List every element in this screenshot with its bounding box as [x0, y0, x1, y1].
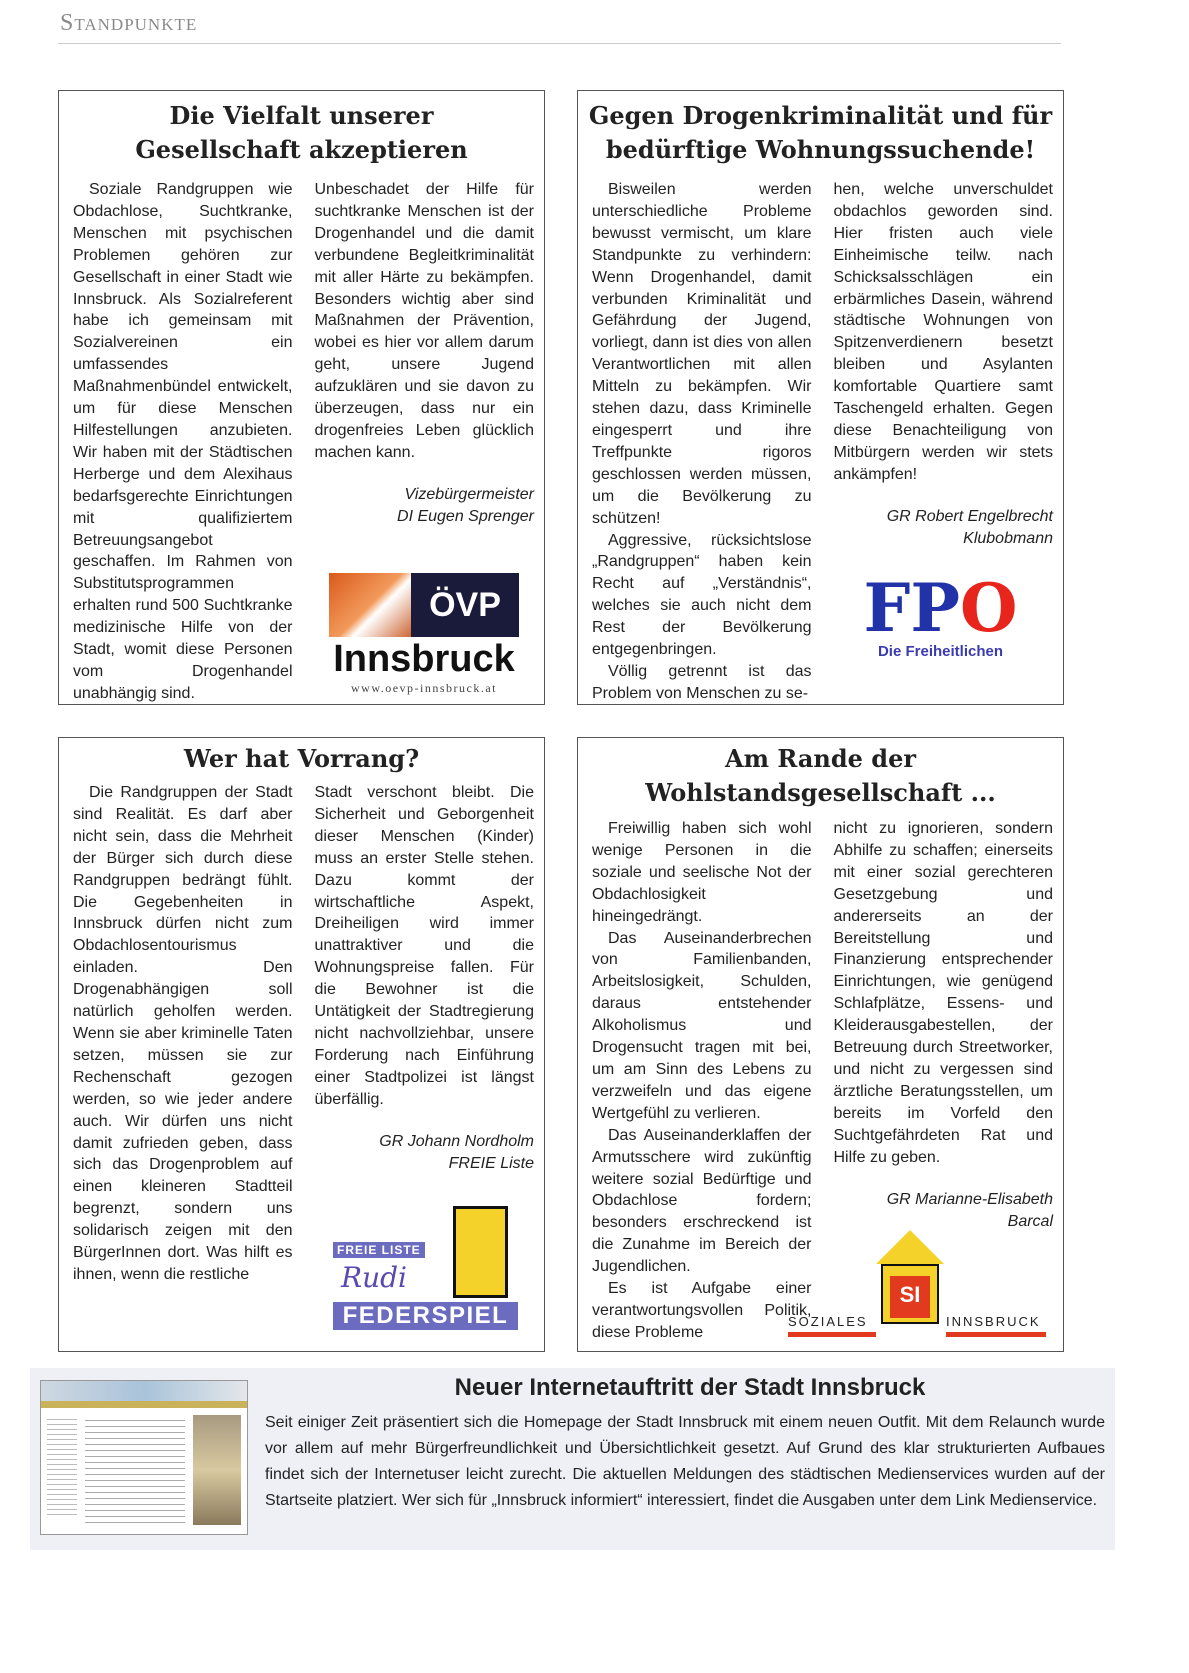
article-column-1	[592, 818, 812, 1344]
paragraph: Freiwillig haben sich wohl wenige Personen in die soziale und seelische Not der Obdachlosigkeit hineingedrängt.	[592, 820, 812, 925]
paragraph: Das Auseinanderklaffen der Armutsschere wird zukünftig weitere sozial Bedürftige und Obdachlose fordern; besonders erschreckend ist die Zunahme im Bereich der Jugendlichen.	[592, 1126, 812, 1276]
author-role: Vizebürgermeister	[404, 485, 534, 503]
author-name: GR Johann Nordholm	[379, 1132, 534, 1150]
article-title: Am Rande der Wohlstandsgesellschaft ...	[645, 744, 996, 807]
author-name: GR Marianne-Elisabeth	[886, 1190, 1053, 1208]
article-title: Wer hat Vorrang?	[183, 744, 420, 773]
paragraph: Die Randgruppen der Stadt sind Realität. Es darf aber nicht sein, dass die Mehrheit der Bürger sich durch diese Randgruppen bedrängt fühlt. Die Gegebenheiten in Innsbruck dürfen nicht zum Obdachlosentourismus einladen. Den Drogenabhängigen soll natürlich geholfen werden. Wenn sie aber kriminelle Taten setzen, müssen sie zur Rechenschaft gezogen werden, so wie jeder andere auch. Wir dürfen uns nicht damit zufrieden geben, dass sich das Drogenproblem auf einen kleineren Stadtteil begrenzt, sondern uns solidarisch zeigen mit den BürgerInnen dort. Was hilft es ihnen, wenn die restliche	[73, 784, 293, 1283]
paragraph: Es ist Aufgabe einer verantwortungsvollen Politik, diese Probleme	[592, 1280, 812, 1341]
freie-liste-logo: FREIE LISTE Rudi FEDERSPIEL	[333, 1206, 518, 1332]
paragraph: hen, welche unverschuldet obdachlos geworden sind. Hier fristen auch viele Einheimische teilw. nach Schicksalsschlägen ein erbärmliches Dasein, während städtische Wohnungen von Spitzenverdienern besetzt bleiben und Asylanten komfortable Quartiere samt Taschengeld erhalten. Gegen diese Benachteiligung von Mitbürgern werden wir stets ankämpfen!	[833, 181, 1053, 483]
website-announcement	[30, 1368, 1115, 1550]
author-name: DI Eugen Sprenger	[397, 507, 534, 525]
author-name-2: Barcal	[1007, 1212, 1053, 1230]
article-freie-liste	[58, 737, 545, 1352]
fpoe-logo: FPO Die Freiheitlichen	[863, 569, 1018, 660]
article-oevp	[58, 90, 545, 705]
house-icon	[453, 1206, 508, 1298]
banner-title: Neuer Internetauftritt der Stadt Innsbruck	[454, 1374, 926, 1401]
section-header: Standpunkte	[60, 10, 198, 36]
article-soziales-innsbruck	[577, 737, 1064, 1352]
signature	[834, 506, 1054, 550]
website-screenshot-thumbnail	[40, 1380, 248, 1535]
paragraph: Soziale Randgruppen wie Obdachlose, Suchtkranke, Menschen mit psychischen Problemen gehören zur Gesellschaft in einer Stadt wie Innsbruck. Als Sozialreferent habe ich gemeinsam mit Sozialvereinen ein umfassendes Maßnahmenbündel entwickelt, um für diese Menschen Hilfestellungen anzubieten. Wir haben mit der Städtischen Herberge und dem Alexihaus bedarfsgerechte Einrichtungen mit qualifiziertem Betreuungsangebot geschaffen. Im Rahmen von Substitutsprogrammen erhalten rund 500 Suchtkranke medizinische Hilfe von der Stadt, womit diese Personen vom Drogenhandel unabhängig sind.	[73, 181, 293, 702]
article-title: Gegen Drogenkriminalität und für bedürftige Wohnungssuchende!	[588, 101, 1053, 164]
soziales-innsbruck-logo: SI SOZIALES INNSBRUCK	[788, 1230, 1048, 1340]
header-rule	[58, 43, 1061, 44]
article-column-1	[73, 179, 293, 705]
article-column-1	[592, 179, 812, 705]
paragraph: Das Auseinanderbrechen von Familienbanden, Arbeitslosigkeit, Schulden, daraus entstehender Alkoholismus und Drogensucht tragen mit bei, um am Sinn des Lebens zu verzweifeln und das eigene Wertgefühl zu verlieren.	[592, 929, 812, 1122]
author-party: FREIE Liste	[448, 1154, 534, 1172]
article-fpoe	[577, 90, 1064, 705]
paragraph: Stadt verschont bleibt. Die Sicherheit und Geborgenheit dieser Menschen (Kinder) muss an erster Stelle stehen. Dazu kommt der wirtschaftliche Aspekt, Dreiheiligen wird immer unattraktiver und die Wohnungspreise fallen. Für die Bewohner ist die Untätigkeit der Stadtregierung nicht nachvollziehbar, unsere Forderung nach Einführung einer Stadtpolizei ist längst überfällig.	[314, 784, 534, 1108]
paragraph: Bisweilen werden unterschiedliche Probleme bewusst vermischt, um klare Standpunkte zu verhindern: Wenn Drogenhandel, damit verbunden Kriminalität und Gefährdung der Jugend, vorliegt, dann ist dies von allen Verantwortlichen mit allen Mitteln zu bekämpfen. Wir stehen dazu, dass Kriminelle eingesperrt und ihre Treffpunkte rigoros geschlossen werden müssen, um die Bevölkerung zu schützen!	[592, 181, 812, 527]
signature	[315, 484, 535, 528]
paragraph: Aggressive, rücksichtslose „Randgruppen“ haben kein Recht auf „Verständnis“, welches sie auch nicht dem Rest der Bevölkerung entgegenbringen.	[592, 531, 812, 659]
author-name: GR Robert Engelbrecht	[886, 507, 1053, 525]
article-title: Die Vielfalt unserer Gesellschaft akzeptieren	[135, 101, 468, 164]
author-role: Klubobmann	[963, 529, 1053, 547]
paragraph: Unbeschadet der Hilfe für suchtkranke Menschen ist der Drogenhandel und die damit verbundene Begleitkriminalität mit aller Härte zu bekämpfen. Besonders wichtig aber sind Maßnahmen der Prävention, wobei es hier vor allem darum geht, unsere Jugend aufzuklären und sie davon zu überzeugen, dass nur ein drogenfreies Leben glücklich machen kann.	[314, 181, 534, 461]
signature	[834, 1189, 1054, 1233]
signature	[315, 1131, 535, 1175]
banner-text: Seit einiger Zeit präsentiert sich die Homepage der Stadt Innsbruck mit einem neuen Outfit. Mit dem Relaunch wurde vor allem auf mehr Bürgerfreundlichkeit und Übersichtlichkeit gesetzt. Auf Grund des klar strukturierten Aufbaues findet sich der Internetuser leicht zurecht. Die aktuellen Meldungen des städtischen Medienservices wurden auf der Startseite platziert. Wer sich für „Innsbruck informiert“ interessiert, findet die Ausgaben unter dem Link Medienservice.	[265, 1414, 1105, 1509]
article-column-1	[73, 782, 293, 1286]
paragraph: Völlig getrennt ist das Problem von Menschen zu se-	[592, 662, 812, 702]
paragraph: nicht zu ignorieren, sondern Abhilfe zu schaffen; einerseits mit einer sozial gerechteren Gesetzgebung und andererseits an der Bereitstellung und Finanzierung entsprechender Einrichtungen, wie genügend Schlafplätze, Essens- und Kleiderausgabestellen, der Betreuung durch Streetworker, und nicht zu vergessen sind ärztliche Beratungsstellen, um bereits im Vorfeld den Suchtgefährdeten Rat und Hilfe zu geben.	[833, 820, 1053, 1166]
oevp-logo: ÖVP Innsbruck www.oevp-innsbruck.at	[329, 573, 519, 696]
